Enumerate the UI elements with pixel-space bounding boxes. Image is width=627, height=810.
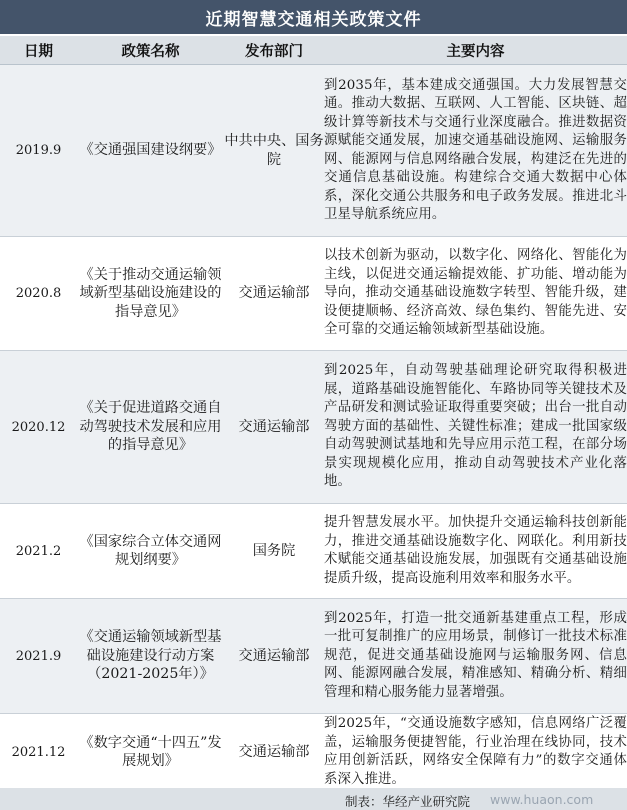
cell-department: 交通运输部 (224, 599, 324, 714)
table-title: 近期智慧交通相关政策文件 (0, 0, 627, 34)
header-date: 日期 (0, 36, 77, 65)
cell-content: 以技术创新为驱动，以数字化、网络化、智能化为主线，以促进交通运输提效能、扩功能、增动能为导向，推动交通基础设施数字转型、智能升级，建设便捷顺畅、经济高效、绿色集约、智能先进、安全可靠的交通运输领域新型基础设施。 (324, 237, 627, 351)
cell-department: 交通运输部 (224, 351, 324, 504)
cell-content: 到2025年，打造一批交通新基建重点工程，形成一批可复制推广的应用场景，制修订一批技术标准规范，促进交通基础设施网与运输服务网、信息网、能源网融合发展，精准感知、精确分析、精细管理和精心服务能力显著增强。 (324, 599, 627, 714)
cell-content: 提升智慧发展水平。加快提升交通运输科技创新能力，推进交通基础设施数字化、网联化。利用新技术赋能交通基础设施发展，加强既有交通基础设施提质升级，提高设施利用效率和服务水平。 (324, 504, 627, 599)
cell-department: 交通运输部 (224, 714, 324, 791)
cell-date: 2021.9 (0, 599, 77, 714)
cell-policy-name: 《交通运输领域新型基础设施建设行动方案（2021-2025年）》 (77, 599, 224, 714)
cell-content: 到2035年，基本建成交通强国。大力发展智慧交通。推动大数据、互联网、人工智能、区块链、超级计算等新技术与交通行业深度融合。推进数据资源赋能交通发展，加速交通基础设施网、运输服务网、能源网与信息网络融合发展，构建泛在先进的交通信息基础设施。构建综合交通大数据中心体系，深化交通公共服务和电子政务发展。推进北斗卫星导航系统应用。 (324, 65, 627, 237)
table-row (0, 599, 627, 714)
header-policy-name: 政策名称 (77, 36, 224, 65)
table-row (0, 714, 627, 791)
cell-date: 2020.12 (0, 351, 77, 504)
table-header-row (0, 36, 627, 65)
cell-policy-name: 《数字交通“十四五”发展规划》 (77, 714, 224, 791)
policy-table (0, 36, 627, 791)
table-row (0, 351, 627, 504)
header-content: 主要内容 (324, 36, 627, 65)
cell-department: 交通运输部 (224, 237, 324, 351)
cell-date: 2020.8 (0, 237, 77, 351)
cell-policy-name: 《交通强国建设纲要》 (77, 65, 224, 237)
watermark: www.huaon.com (490, 792, 594, 807)
header-department: 发布部门 (224, 36, 324, 65)
cell-department: 中共中央、国务院 (224, 65, 324, 237)
table-row (0, 504, 627, 599)
cell-content: 到2025年，自动驾驶基础理论研究取得积极进展，道路基础设施智能化、车路协同等关键技术及产品研发和测试验证取得重要突破；出台一批自动驾驶方面的基础性、关键性标准；建成一批国家级自动驾驶测试基地和先导应用示范工程，在部分场景实现规模化应用，推动自动驾驶技术产业化落地。 (324, 351, 627, 504)
table-row (0, 237, 627, 351)
cell-policy-name: 《关于促进道路交通自动驾驶技术发展和应用的指导意见》 (77, 351, 224, 504)
cell-date: 2021.2 (0, 504, 77, 599)
cell-content: 到2025年，“交通设施数字感知，信息网络广泛覆盖，运输服务便捷智能，行业治理在线协同，技术应用创新活跃，网络安全保障有力”的数字交通体系深入推进。 (324, 714, 627, 791)
cell-date: 2021.12 (0, 714, 77, 791)
cell-date: 2019.9 (0, 65, 77, 237)
cell-department: 国务院 (224, 504, 324, 599)
table-row (0, 65, 627, 237)
cell-policy-name: 《国家综合立体交通网规划纲要》 (77, 504, 224, 599)
table-footer (0, 788, 627, 810)
source-note: 制表：华经产业研究院 (345, 794, 471, 809)
cell-policy-name: 《关于推动交通运输领域新型基础设施建设的指导意见》 (77, 237, 224, 351)
